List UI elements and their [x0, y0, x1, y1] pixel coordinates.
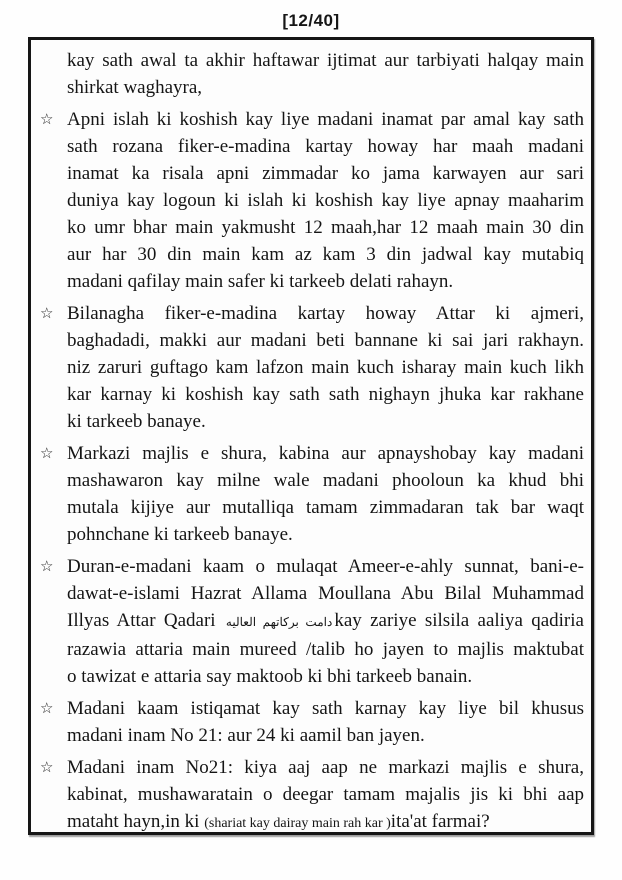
text-line: Apni islah ki koshish kay liye madani inamat par amal kay sath [67, 109, 584, 130]
text-line: madani qafilay main safer ki tarkeeb delati rahayn. [67, 271, 454, 292]
bullet-paragraph [40, 754, 584, 835]
text-line: Madani kaam istiqamat kay sath karnay kay liye bil khusus [67, 698, 584, 719]
text-segment: ita'at farmai? [390, 811, 490, 832]
star-bullet-icon: ☆ [40, 110, 54, 128]
star-bullet-icon: ☆ [40, 304, 54, 322]
paragraph-lines [67, 106, 584, 295]
continuation-paragraph [40, 47, 584, 101]
paragraph-lines [67, 754, 584, 835]
text-line: Markazi majlis e shura, kabina aur apnayshobay kay madani [67, 443, 584, 464]
star-bullet-icon: ☆ [40, 699, 54, 717]
paragraph-lines [67, 695, 584, 749]
page-number: [12/40] [282, 11, 340, 30]
bullet-paragraph [40, 300, 584, 435]
star-bullet-icon: ☆ [40, 557, 54, 575]
text-line: inamat ka risala apni zimmadar ko jama karwayen aur sari [67, 163, 584, 184]
text-line: kar karnay ki koshish kay sath sath nighayn jhuka kar rakhane [67, 384, 584, 405]
text-line: shirkat waghayra, [67, 77, 203, 98]
text-line: kabinat, mushawaratain o deegar tamam majalis jis ki bhi aap [67, 784, 584, 805]
text-line: mashawaron kay milne wale madani phooloun ka khud bhi [67, 470, 584, 491]
text-line: dawat-e-islami Hazrat Allama Moullana Abu Bilal Muhammad [67, 583, 584, 604]
bullet-paragraph [40, 440, 584, 548]
text-line: pohnchane ki tarkeeb banaye. [67, 524, 293, 545]
text-segment: mataht hayn,in ki [67, 811, 205, 832]
paragraph-lines [67, 440, 584, 548]
paragraph-lines [67, 300, 584, 435]
text-line: Madani inam No21: kiya aaj aap ne markazi majlis e shura, [67, 757, 584, 778]
bullet-paragraph [40, 695, 584, 749]
text-line: o tawizat e attaria say maktoob ki bhi tarkeeb banain. [67, 666, 473, 687]
paragraph-lines [67, 553, 584, 690]
text-line: niz zaruri guftago kam lafzon main kuch isharay main kuch likh [67, 357, 584, 378]
text-segment: kay zariye silsila aaliya qadiria [334, 610, 584, 631]
text-line: baghadadi, makki aur madani beti bannane ki sai jari rakhayn. [67, 330, 584, 351]
text-line: razawia attaria main mureed /talib ho jayen to majlis maktubat [67, 639, 584, 660]
star-bullet-icon: ☆ [40, 444, 54, 462]
bullet-paragraph [40, 106, 584, 295]
text-line: Bilanagha fiker-e-madina kartay howay Attar ki ajmeri, [67, 303, 584, 324]
bullet-paragraph [40, 553, 584, 690]
text-line: kay sath awal ta akhir haftawar ijtimat aur tarbiyati halqay main [67, 50, 584, 71]
paragraph-lines [67, 47, 584, 101]
text-line: mutala kijiye aur mutalliqa tamam zimmadaran tak bar waqt [67, 497, 584, 518]
text-line: ko umr bhar main yakmusht 12 maah,har 12 maah main 30 din [67, 217, 584, 238]
text-line [67, 808, 584, 835]
text-line [67, 607, 584, 636]
star-bullet-icon: ☆ [40, 758, 54, 776]
arabic-honorific-text: دامت برکاتهم العالیه [225, 615, 333, 629]
text-line: duniya kay logoun ki islah ki koshish kay liye apnay maaharim [67, 190, 584, 211]
text-line: Duran-e-madani kaam o mulaqat Ameer-e-ahly sunnat, bani-e- [67, 556, 584, 577]
small-parenthetical-text: (shariat kay dairay main rah kar ) [204, 816, 391, 831]
text-line: aur har 30 din main kam az kam 3 din jadwal kay mutabiq [67, 244, 584, 265]
text-line: ki tarkeeb banaye. [67, 411, 206, 432]
text-segment: Illyas Attar Qadari [67, 610, 224, 631]
text-line: sath rozana fiker-e-madina kartay howay har maah madani [67, 136, 584, 157]
content-frame [28, 37, 594, 835]
text-line: madani inam No 21: aur 24 ki aamil ban jayen. [67, 725, 425, 746]
